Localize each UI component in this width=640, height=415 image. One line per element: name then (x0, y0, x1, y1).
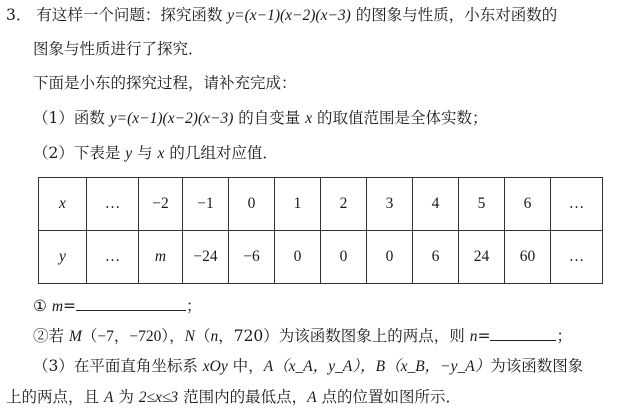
table-cell-y: −24 (183, 231, 229, 284)
table-header-x: x (39, 178, 87, 231)
table-cell-y-unknown: m (139, 231, 183, 284)
table-cell-y: … (87, 231, 139, 284)
q2-var-n-answer: n (469, 328, 478, 345)
part3-xOy: xOy (202, 358, 228, 375)
q2-answer-blank[interactable] (490, 324, 556, 341)
table-cell-x: −2 (139, 178, 183, 231)
part2-text-a: （2）下表是 (33, 144, 126, 162)
q2-N-open: （ (194, 327, 211, 345)
part1-text-c: 的取值范围是全体实数； (312, 109, 488, 127)
table-row-x (39, 178, 603, 231)
process-line (33, 72, 297, 94)
part3-line2-point-A: A (103, 389, 114, 406)
part3-B-coord: （x_B，−y_A） (385, 358, 491, 375)
intro-line-2: 图象与性质进行了探究． (33, 40, 204, 58)
part3-line-2 (6, 386, 461, 409)
q2-point-M: M (68, 328, 82, 345)
part3-point-A: A (263, 358, 274, 375)
part1-var-x: x (305, 110, 313, 127)
table-cell-y: 60 (505, 231, 551, 284)
part3-A-coord: （x_A，y_A）， (273, 358, 376, 375)
q1-answer-blank[interactable] (76, 294, 186, 311)
part2-var-x: x (157, 145, 165, 162)
part1-text-a: （1）函数 (33, 109, 110, 127)
table-cell-x: 6 (505, 178, 551, 231)
table-cell-y: 0 (275, 231, 321, 284)
table-cell-y: 24 (459, 231, 505, 284)
q2-var-n: n (210, 328, 219, 345)
part3-line-1 (33, 355, 583, 378)
table-cell-y: −6 (229, 231, 275, 284)
q2-N-close: ，720）为该函数图象上的两点，则 (218, 327, 470, 345)
table-cell-x: 2 (321, 178, 367, 231)
table-header-y: y (39, 231, 87, 284)
q1-var-m: m (51, 298, 64, 315)
table-cell-x: 5 (459, 178, 505, 231)
problem-line-1 (6, 4, 557, 27)
part2-text-b: 与 (132, 144, 158, 162)
q1-eq: = (63, 297, 77, 315)
part3-text-c: 为该函数图象 (490, 357, 584, 375)
part3-line2-a: 上的两点，且 (6, 388, 104, 406)
q2-text-a: ②若 (33, 327, 69, 345)
part3-point-B: B (375, 358, 386, 375)
question-1-line (33, 294, 202, 318)
table-cell-y: 6 (413, 231, 459, 284)
process-text: 下面是小东的探究过程，请补充完成： (33, 74, 297, 92)
values-table (38, 177, 603, 284)
part1-text-b: 的自变量 (233, 109, 306, 127)
q2-point-N: N (184, 328, 195, 345)
part3-line2-b: 为 (113, 388, 139, 406)
table-row-y (39, 231, 603, 284)
part1-function-expression: y=(x−1)(x−2)(x−3) (109, 110, 234, 127)
part3-text-a: （3）在平面直角坐标系 (33, 357, 203, 375)
intro-text-a: 有这样一个问题：探究函数 (36, 6, 228, 24)
function-expression: y=(x−1)(x−2)(x−3) (227, 7, 351, 24)
part3-line2-c: 范围内的最低点， (178, 388, 308, 406)
part1-line (33, 107, 488, 130)
part3-line2-point-A-2: A (307, 389, 317, 406)
table-cell-y: … (551, 231, 603, 284)
table-cell-x: … (87, 178, 139, 231)
q1-label: ① (33, 297, 52, 315)
q2-M-coord: （−7，−720）， (81, 328, 185, 345)
table-cell-x: 0 (229, 178, 275, 231)
q2-end: ； (556, 327, 572, 345)
part3-text-b: 中， (227, 357, 264, 375)
part2-text-c: 的几组对应值． (164, 144, 278, 162)
table-cell-x: 4 (413, 178, 459, 231)
table-cell-x: 3 (367, 178, 413, 231)
part3-line2-d: 点的位置如图所示． (316, 388, 462, 406)
question-2-line (33, 324, 572, 348)
table-cell-y: 0 (367, 231, 413, 284)
part3-range: 2≤x≤3 (138, 389, 179, 406)
q1-end: ； (186, 297, 202, 315)
table-cell-x: −1 (183, 178, 229, 231)
table-cell-x: 1 (275, 178, 321, 231)
problem-number: 3． (6, 6, 32, 24)
q2-eq: = (477, 327, 491, 345)
problem-line-2 (33, 38, 204, 60)
part2-line (33, 142, 278, 165)
part2-var-y: y (125, 145, 133, 162)
table-cell-y: 0 (321, 231, 367, 284)
intro-text-b: 的图象与性质，小东对函数的 (350, 6, 558, 24)
table-cell-x: … (551, 178, 603, 231)
